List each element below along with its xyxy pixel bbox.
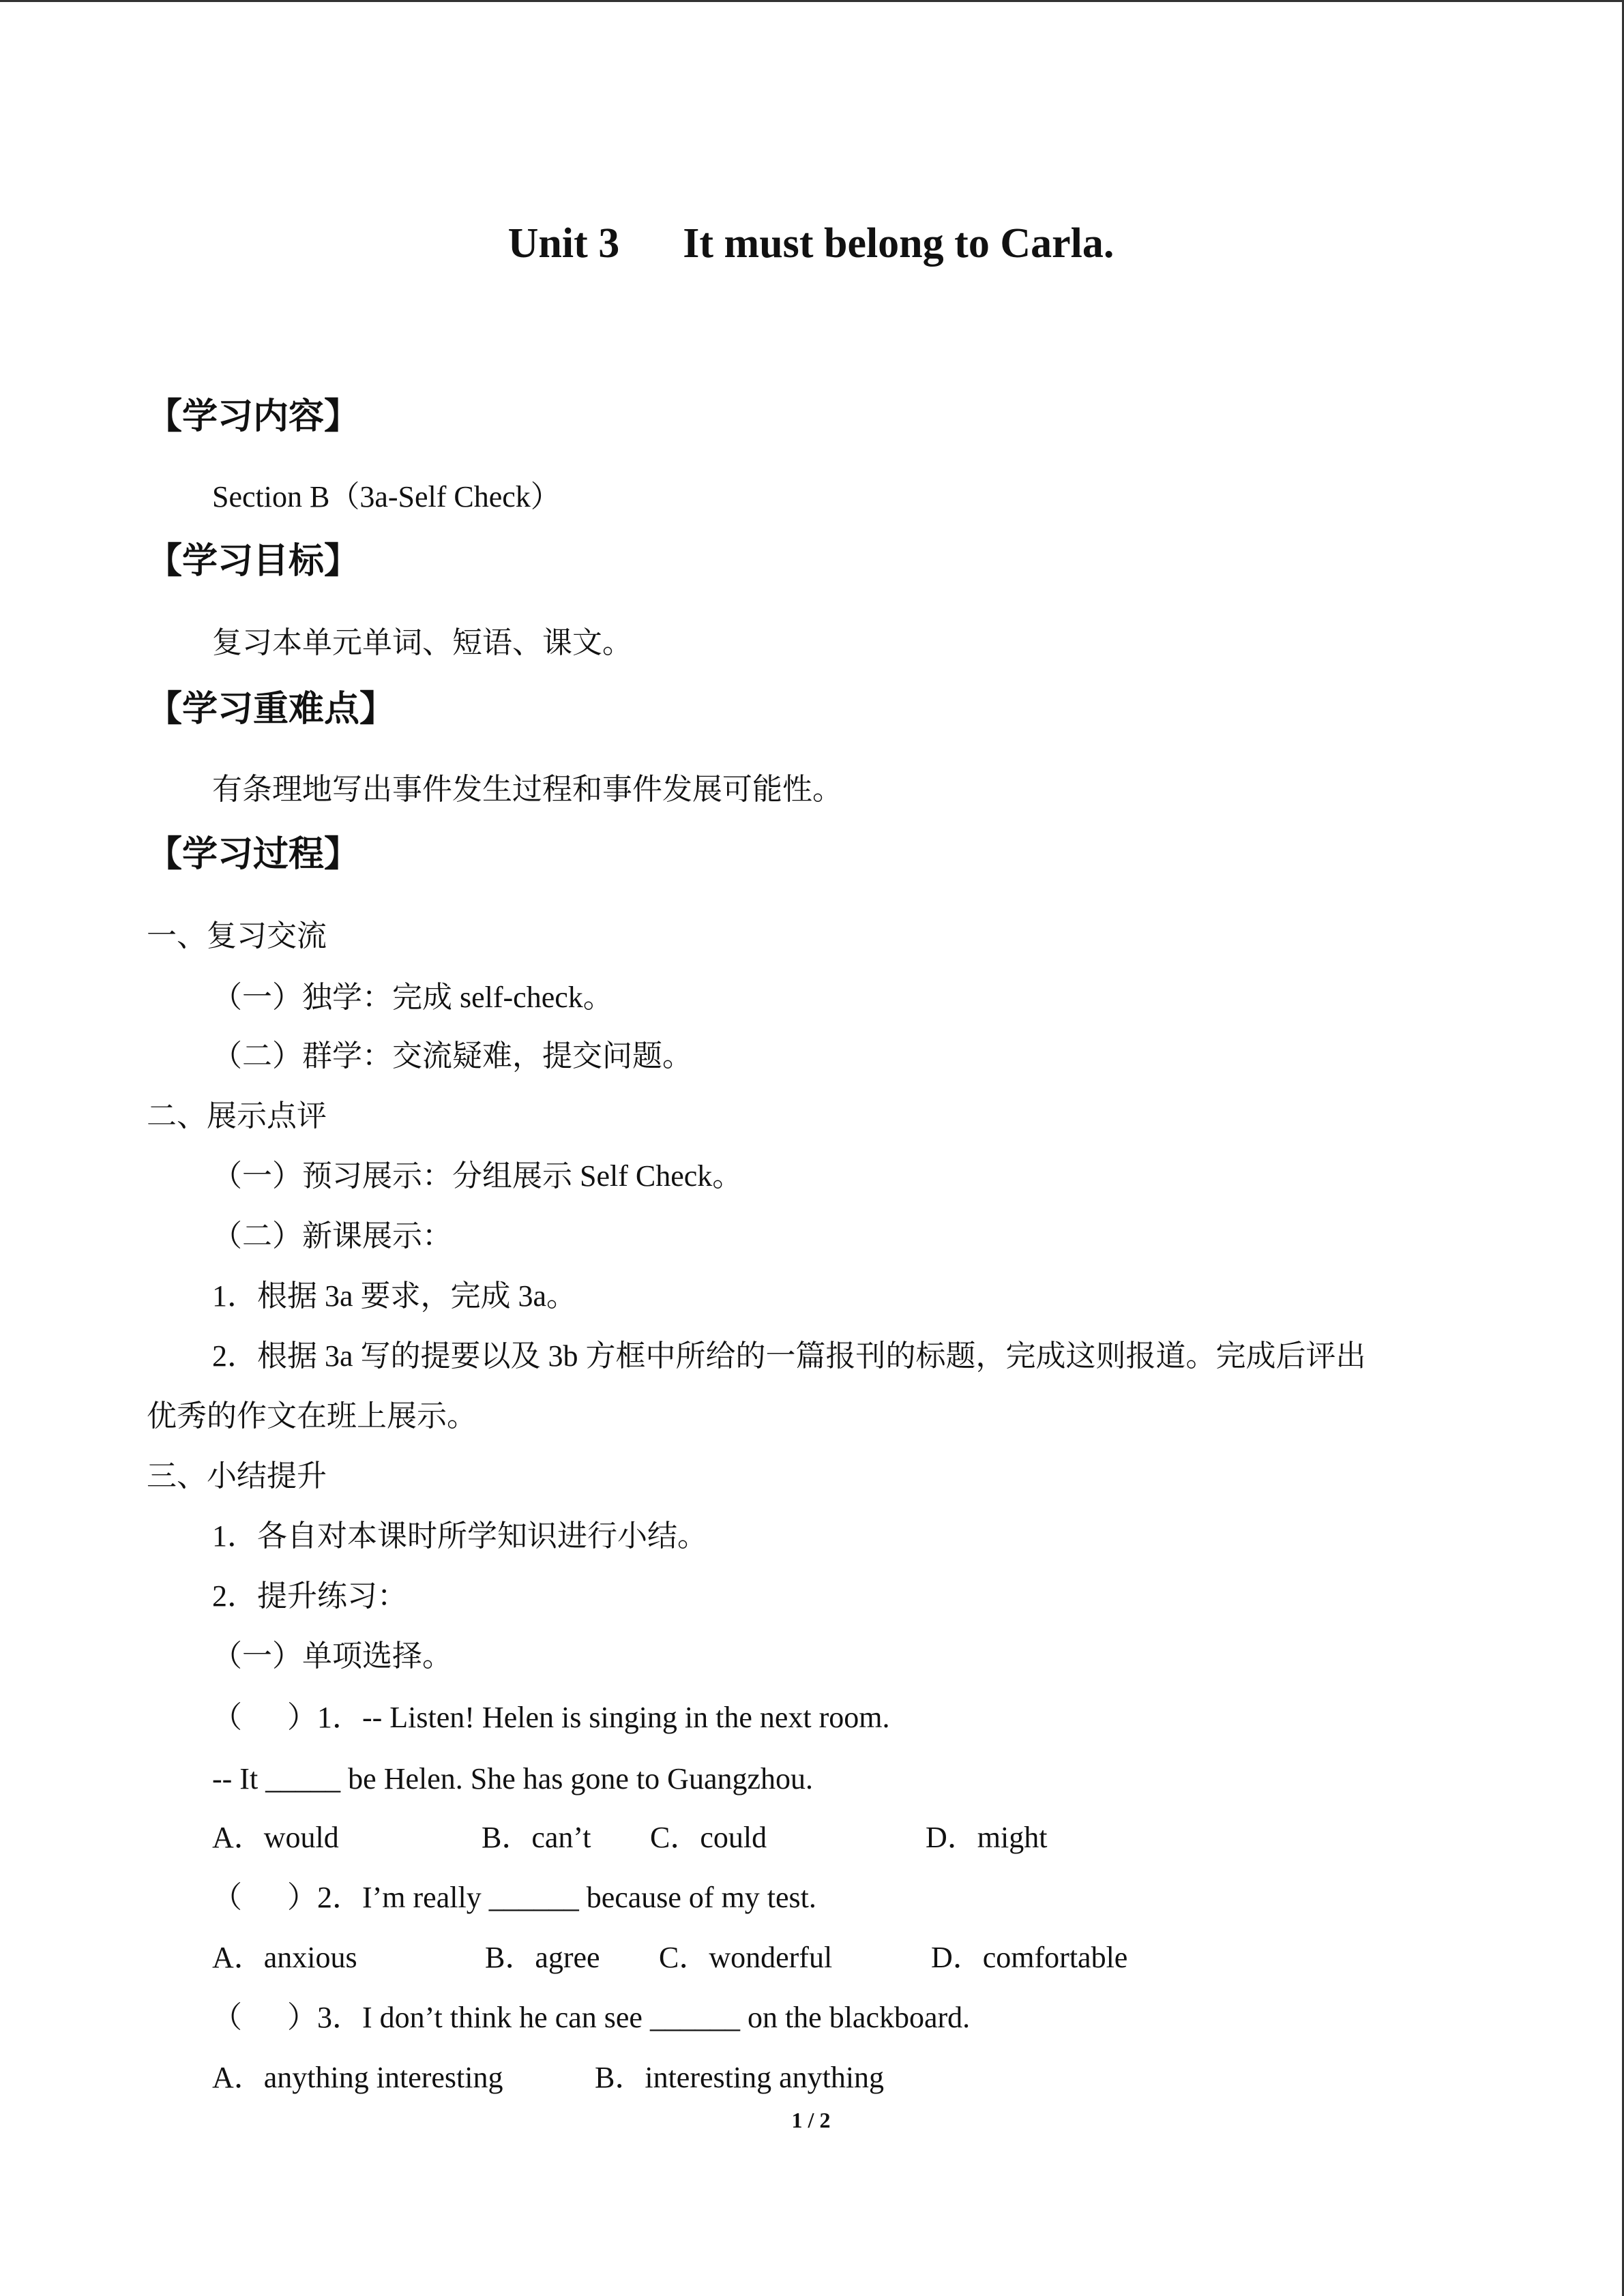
process-part2-b: （二）新课展示： [212,1219,452,1253]
question-2-option-c: C．wonderful [659,1941,833,1974]
question-1-option-b: B．can’t [482,1821,591,1854]
process-part2: 二、展示点评 [147,1099,327,1133]
question-1-option-a: A．would [212,1821,339,1854]
process-part2-b2: 2．根据 3a 写的提要以及 3b 方框中所给的一篇报刊的标题，完成这则报道。完成后评出 [212,1339,1366,1373]
process-part2-a: （一）预习展示：分组展示 Self Check。 [212,1159,743,1193]
question-1-option-c: C．could [650,1821,767,1854]
process-part1-a: （一）独学：完成 self-check。 [212,981,613,1014]
question-2-option-a: A．anxious [212,1941,357,1974]
question-2-option-d: D．comfortable [931,1941,1128,1974]
heading-learning-goal: 【学习目标】 [147,541,360,582]
question-1-stem: （ ）1．-- Listen! Helen is singing in the next room. [212,1701,890,1734]
process-part1-b: （二）群学：交流疑难，提交问题。 [212,1039,692,1073]
process-part2-b2-cont: 优秀的作文在班上展示。 [147,1399,477,1433]
learning-goal-text: 复习本单元单词、短语、课文。 [212,626,632,659]
question-2-option-b: B．agree [485,1941,600,1974]
question-3-option-a: A．anything interesting [212,2061,503,2094]
question-3-stem: （ ）3．I don’t think he can see ______ on the blackboard. [212,2001,971,2034]
heading-learning-content: 【学习内容】 [147,396,360,437]
learning-content-text: Section B（3a-Self Check） [212,480,561,513]
question-1-option-d: D．might [926,1821,1048,1854]
page-number: 1 / 2 [791,2108,831,2132]
process-part2-b1: 1．根据 3a 要求，完成 3a。 [212,1279,577,1313]
process-part3-1: 1．各自对本课时所学知识进行小结。 [212,1519,707,1553]
question-1-stem-reply: -- It _____ be Helen. She has gone to Guangzhou. [212,1762,814,1795]
heading-learning-process: 【学习过程】 [147,834,360,875]
key-points-text: 有条理地写出事件发生过程和事件发展可能性。 [212,773,842,806]
process-part3-2: 2．提升练习： [212,1579,407,1613]
question-2-stem: （ ）2．I’m really ______ because of my test. [212,1881,816,1914]
process-part1: 一、复习交流 [147,919,327,953]
page-title: Unit 3 It must belong to Carla. [507,220,1114,267]
process-part3: 三、小结提升 [147,1459,327,1493]
heading-key-points: 【学习重难点】 [147,689,396,730]
process-part3-2-a: （一）单项选择。 [212,1639,452,1673]
question-3-option-b: B．interesting anything [595,2061,885,2094]
